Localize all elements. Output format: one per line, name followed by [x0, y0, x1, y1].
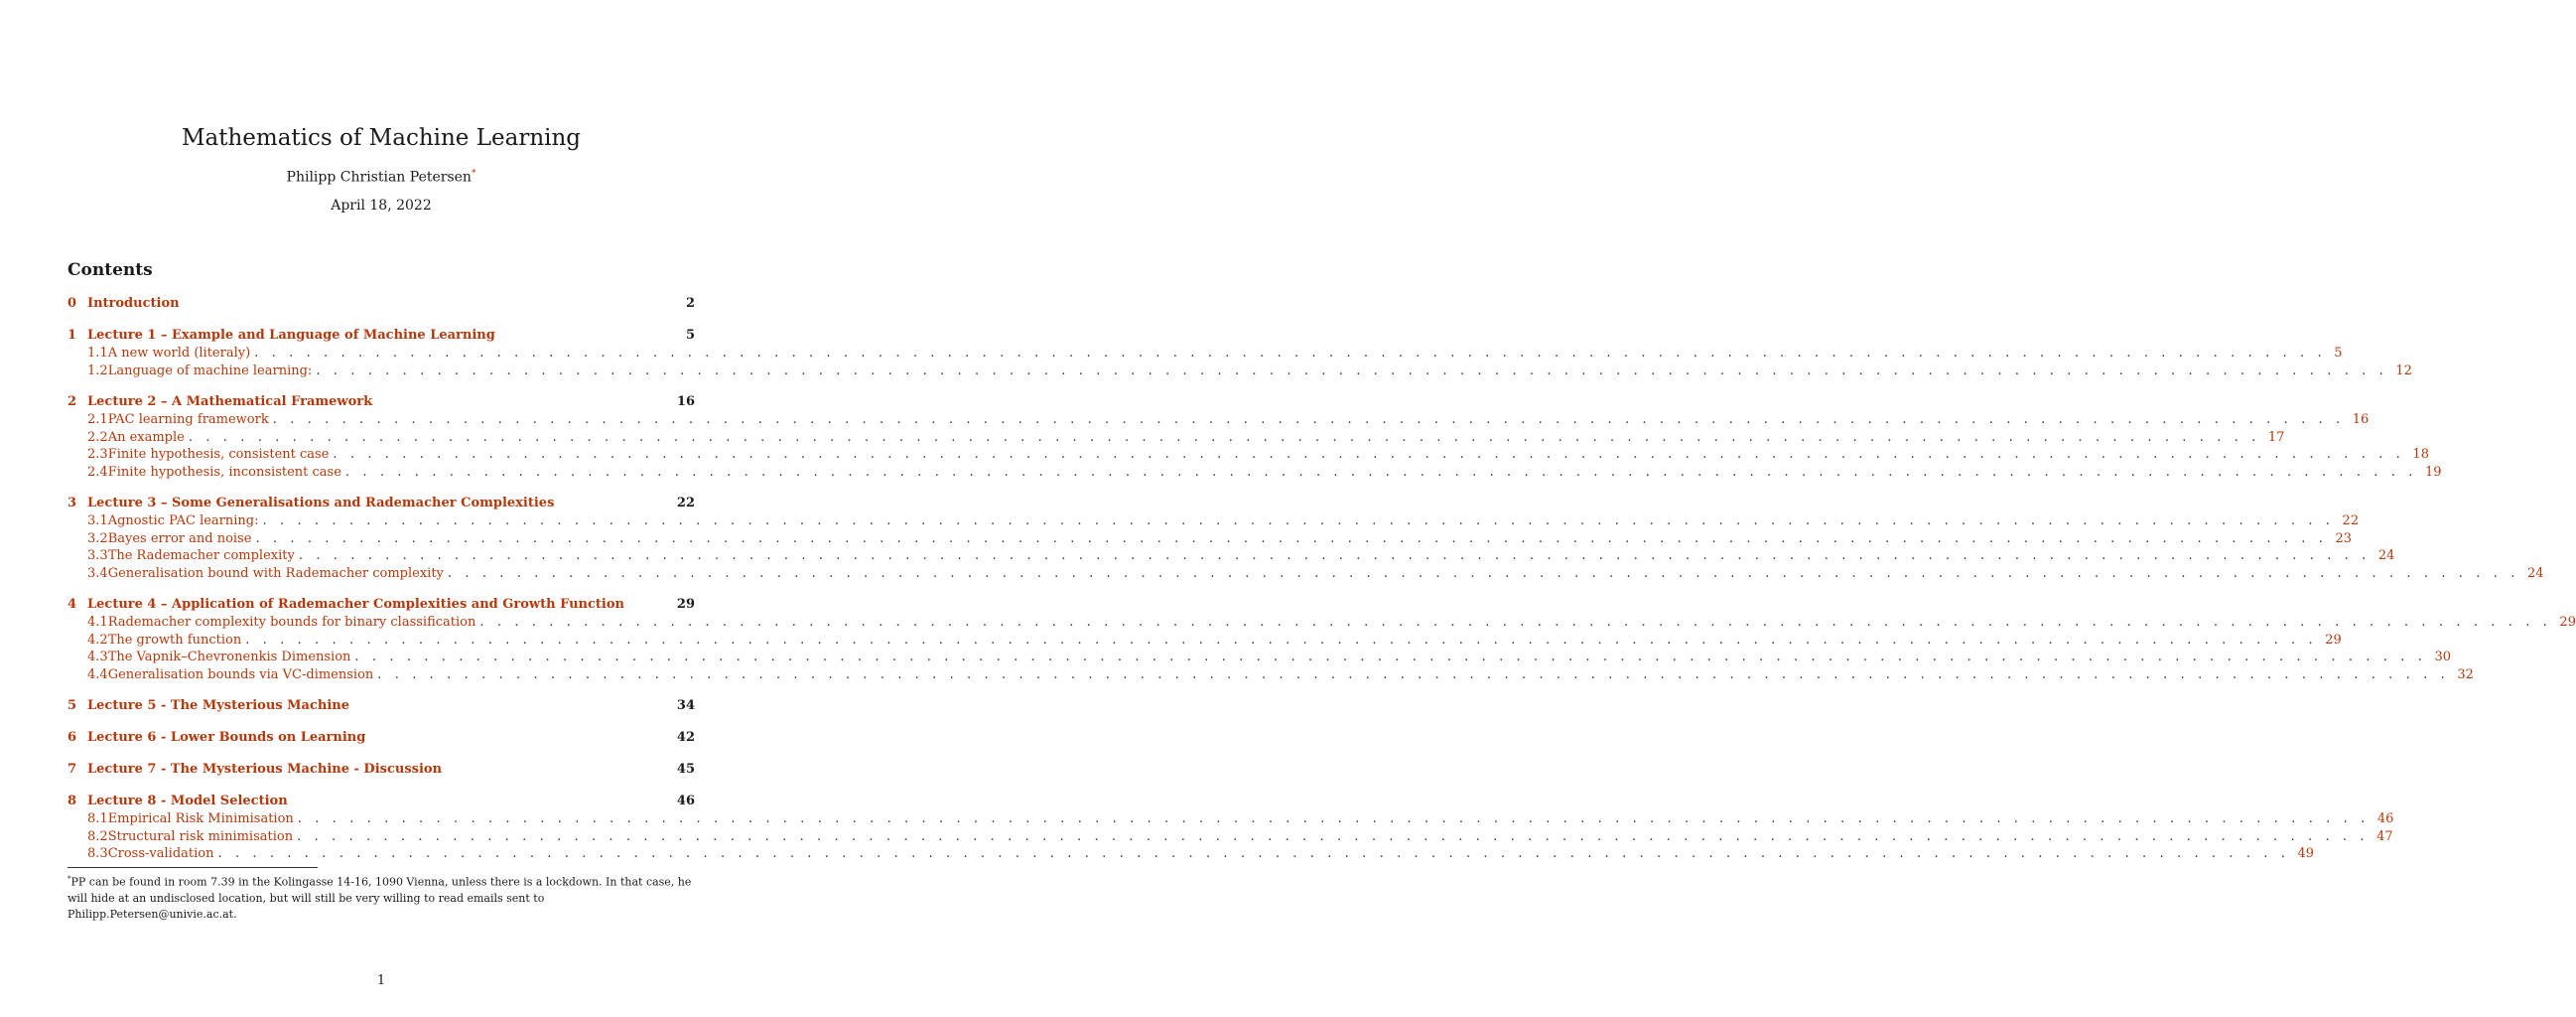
toc-subsection-link[interactable] — [68, 828, 2393, 847]
toc-subsection-link[interactable] — [68, 363, 2412, 381]
dot-leader: . . . . . . . . . . . . . . . . . . . . . . . . . . . . . . . . . . . . . . . . . . . . . . . . . . . . . . . . . . . . . . . . . . . . . . . . . . . . . . . . . . . . . . . . . . . . . . . . . . . . . . . . . . . . . . . . . . . . . . . . — [298, 548, 2371, 563]
dot-leader: . . . . . . . . . . . . . . . . . . . . . . . . . . . . . . . . . . . . . . . . . . . . . . . . . . . . . . . . . . . . . . . . . . . . . . . . . . . . . . . . . . . . . . . . . . . . . . . . . . . . . . . . . . . . . . . . . . . . . . . . — [272, 412, 2345, 427]
dot-leader: . . . . . . . . . . . . . . . . . . . . . . . . . . . . . . . . . . . . . . . . . . . . . . . . . . . . . . . . . . . . . . . . . . . . . . . . . . . . . . . . . . . . . . . . . . . . . . . . . . . . . . . . . . . . . . . . . . . . . . . . — [297, 828, 2370, 844]
toc-section-link[interactable] — [68, 597, 695, 615]
toc-subsection-number: 3.3 — [87, 548, 108, 563]
toc-section — [68, 762, 695, 780]
dot-leader: . . . . . . . . . . . . . . . . . . . . . . . . . . . . . . . . . . . . . . . . . . . . . . . . . . . . . . . . . . . . . . . . . . . . . . . . . . . . . . . . . . . . . . . . . . . . . . . . . . . . . . . . . . . . . . . . . . . . . . . . — [188, 429, 2260, 445]
toc-subsection-link[interactable] — [68, 666, 2474, 685]
toc-section-link[interactable] — [68, 496, 695, 513]
toc-subsection-number: 2.1 — [87, 412, 108, 427]
toc-section-title: Lecture 5 - The Mysterious Machine — [87, 698, 349, 713]
toc-subsection-page: 30 — [2434, 650, 2451, 664]
toc-subsection-number: 1.1 — [87, 346, 108, 361]
toc-section-title: Lecture 4 – Application of Rademacher Complexities and Growth Function — [87, 597, 624, 612]
toc-subsection-page: 22 — [2342, 513, 2360, 528]
toc-section-page: 5 — [685, 328, 695, 343]
author-line — [0, 169, 762, 186]
toc-section-number: 0 — [68, 296, 77, 311]
toc-section-number: 3 — [68, 496, 77, 510]
toc-section-link[interactable] — [68, 296, 695, 314]
toc-section-title: Lecture 3 – Some Generalisations and Rademacher Complexities — [87, 496, 555, 510]
toc-subsection-title: A new world (literaly) — [107, 346, 251, 361]
toc-subsection-page: 29 — [2325, 632, 2342, 648]
toc-section-page: 34 — [676, 698, 695, 713]
document-date: April 18, 2022 — [331, 198, 432, 214]
toc-section-number: 7 — [68, 762, 77, 777]
toc-section-title: Lecture 1 – Example and Language of Machine Learning — [87, 328, 495, 343]
toc-subsection-page: 46 — [2376, 811, 2394, 826]
dot-leader: . . . . . . . . . . . . . . . . . . . . . . . . . . . . . . . . . . . . . . . . . . . . . . . . . . . . . . . . . . . . . . . . . . . . . . . . . . . . . . . . . . . . . . . . . . . . . . . . . . . . . . . . . . . . . . . . . . . . . . . . — [245, 632, 2318, 648]
toc-subsection-page: 19 — [2424, 464, 2442, 480]
toc-subsection-link[interactable] — [68, 811, 2394, 829]
contents-heading: Contents — [68, 260, 153, 280]
dot-leader: . . . . . . . . . . . . . . . . . . . . . . . . . . . . . . . . . . . . . . . . . . . . . . . . . . . . . . . . . . . . . . . . . . . . . . . . . . . . . . . . . . . . . . . . . . . . . . . . . . . . . . . . . . . . . . . . . . . . . . . . — [354, 650, 2427, 664]
dot-leader: . . . . . . . . . . . . . . . . . . . . . . . . . . . . . . . . . . . . . . . . . . . . . . . . . . . . . . . . . . . . . . . . . . . . . . . . . . . . . . . . . . . . . . . . . . . . . . . . . . . . . . . . . . . . . . . . . . . . . . . . — [377, 666, 2450, 682]
toc-section-title: Lecture 2 – A Mathematical Framework — [87, 394, 373, 409]
toc-section-page: 22 — [676, 496, 695, 510]
table-of-contents — [68, 296, 2576, 878]
toc-section-title: Introduction — [87, 296, 180, 311]
toc-section-link[interactable] — [68, 698, 695, 716]
toc-subsection-page: 29 — [2559, 615, 2576, 630]
toc-subsection-page: 5 — [2334, 346, 2343, 361]
toc-subsection-link[interactable] — [68, 447, 2429, 465]
toc-section-number: 8 — [68, 794, 77, 808]
toc-subsection-page: 24 — [2526, 565, 2544, 581]
dot-leader: . . . . . . . . . . . . . . . . . . . . . . . . . . . . . . . . . . . . . . . . . . . . . . . . . . . . . . . . . . . . . . . . . . . . . . . . . . . . . . . . . . . . . . . . . . . . . . . . . . . . . . . . . . . . . . . . . . . . . . . . — [255, 530, 2328, 546]
toc-subsection-link[interactable] — [68, 846, 2315, 864]
toc-section — [68, 730, 695, 748]
toc-section — [68, 794, 2394, 864]
toc-section — [68, 296, 695, 314]
toc-subsection-link[interactable] — [68, 565, 2544, 584]
document-title: Mathematics of Machine Learning — [181, 125, 582, 151]
toc-subsection-number: 3.1 — [87, 513, 108, 528]
toc-section-number: 6 — [68, 730, 77, 745]
dot-leader: . . . . . . . . . . . . . . . . . . . . . . . . . . . . . . . . . . . . . . . . . . . . . . . . . . . . . . . . . . . . . . . . . . . . . . . . . . . . . . . . . . . . . . . . . . . . . . . . . . . . . . . . . . . . . . . . . . . . . . . . — [262, 513, 2335, 528]
toc-subsection-link[interactable] — [68, 513, 2360, 531]
toc-section-link[interactable] — [68, 762, 695, 780]
toc-subsection-page: 49 — [2297, 846, 2315, 861]
toc-subsection-page: 17 — [2267, 429, 2285, 445]
toc-section-number: 2 — [68, 394, 77, 409]
toc-subsection-link[interactable] — [68, 429, 2285, 448]
toc-subsection-number: 4.2 — [87, 632, 108, 648]
toc-subsection-page: 23 — [2335, 530, 2353, 546]
toc-subsection-title: Generalisation bound with Rademacher complexity — [107, 565, 444, 581]
toc-section-number: 1 — [68, 328, 77, 343]
toc-subsection-number: 4.1 — [87, 615, 108, 630]
dot-leader: . . . . . . . . . . . . . . . . . . . . . . . . . . . . . . . . . . . . . . . . . . . . . . . . . . . . . . . . . . . . . . . . . . . . . . . . . . . . . . . . . . . . . . . . . . . . . . . . . . . . . . . . . . . . . . . . . . . . . . . . — [447, 565, 2519, 581]
dot-leader: . . . . . . . . . . . . . . . . . . . . . . . . . . . . . . . . . . . . . . . . . . . . . . . . . . . . . . . . . . . . . . . . . . . . . . . . . . . . . . . . . . . . . . . . . . . . . . . . . . . . . . . . . . . . . . . . . . . . . . . . — [479, 615, 2552, 630]
toc-subsection-title: Cross-validation — [107, 846, 214, 861]
toc-section — [68, 698, 695, 716]
footnote-text: PP can be found in room 7.39 in the Kolingasse 14-16, 1090 Vienna, unless there is a lockdown. In that case, he will hide at an undisclosed location, but will still be very willing to read emails sent to Philipp.Petersen@univie.ac.at. — [68, 875, 692, 921]
toc-subsection-title: Empirical Risk Minimisation — [107, 811, 294, 826]
toc-subsection-number: 3.4 — [87, 565, 108, 581]
dot-leader: . . . . . . . . . . . . . . . . . . . . . . . . . . . . . . . . . . . . . . . . . . . . . . . . . . . . . . . . . . . . . . . . . . . . . . . . . . . . . . . . . . . . . . . . . . . . . . . . . . . . . . . . . . . . . . . . . . . . . . . . — [344, 464, 2417, 480]
toc-subsection-number: 8.1 — [87, 811, 108, 826]
toc-subsection-number: 1.2 — [87, 363, 108, 378]
toc-subsection-number: 2.4 — [87, 464, 108, 480]
toc-subsection-title: The growth function — [107, 632, 242, 648]
toc-subsection-page: 18 — [2412, 447, 2429, 462]
toc-subsection-link[interactable] — [68, 632, 2342, 651]
toc-subsection-title: Generalisation bounds via VC-dimension — [107, 666, 374, 682]
toc-subsection-page: 24 — [2377, 548, 2395, 563]
toc-subsection-link[interactable] — [68, 530, 2353, 549]
toc-subsection-number: 8.2 — [87, 828, 108, 844]
author-footnote-mark[interactable]: * — [471, 169, 476, 179]
toc-subsection-page: 12 — [2395, 363, 2412, 378]
footnote — [68, 871, 699, 923]
toc-subsection-title: Bayes error and noise — [107, 530, 252, 546]
page-number: 1 — [376, 973, 386, 988]
toc-section-title: Lecture 8 - Model Selection — [87, 794, 288, 808]
toc-subsection-page: 16 — [2352, 412, 2370, 427]
toc-subsection-number: 8.3 — [87, 846, 108, 861]
toc-subsection-number: 2.2 — [87, 429, 108, 445]
dot-leader: . . . . . . . . . . . . . . . . . . . . . . . . . . . . . . . . . . . . . . . . . . . . . . . . . . . . . . . . . . . . . . . . . . . . . . . . . . . . . . . . . . . . . . . . . . . . . . . . . . . . . . . . . . . . . . . . . . . . . . . . — [217, 846, 2290, 861]
toc-section-link[interactable] — [68, 394, 695, 412]
toc-subsection-link[interactable] — [68, 464, 2442, 483]
toc-subsection-page: 47 — [2376, 828, 2393, 844]
toc-subsection-link[interactable] — [68, 346, 2343, 363]
dot-leader: . . . . . . . . . . . . . . . . . . . . . . . . . . . . . . . . . . . . . . . . . . . . . . . . . . . . . . . . . . . . . . . . . . . . . . . . . . . . . . . . . . . . . . . . . . . . . . . . . . . . . . . . . . . . . . . . . . . . . . . . — [316, 363, 2388, 378]
toc-subsection-link[interactable] — [68, 412, 2370, 430]
toc-subsection-title: Rademacher complexity bounds for binary classification — [107, 615, 476, 630]
toc-subsection-title: Finite hypothesis, inconsistent case — [107, 464, 341, 480]
footnote-rule — [68, 867, 318, 868]
toc-subsection-title: Agnostic PAC learning: — [107, 513, 259, 528]
toc-subsection-number: 4.3 — [87, 650, 108, 664]
dot-leader: . . . . . . . . . . . . . . . . . . . . . . . . . . . . . . . . . . . . . . . . . . . . . . . . . . . . . . . . . . . . . . . . . . . . . . . . . . . . . . . . . . . . . . . . . . . . . . . . . . . . . . . . . . . . . . . . . . . . . . . . — [333, 447, 2405, 462]
toc-subsection-title: Language of machine learning: — [107, 363, 313, 378]
dot-leader: . . . . . . . . . . . . . . . . . . . . . . . . . . . . . . . . . . . . . . . . . . . . . . . . . . . . . . . . . . . . . . . . . . . . . . . . . . . . . . . . . . . . . . . . . . . . . . . . . . . . . . . . . . . . . . . . . . . . . . . . — [297, 811, 2370, 826]
toc-subsection-title: The Vapnik–Chevronenkis Dimension — [107, 650, 351, 664]
toc-section-number: 5 — [68, 698, 77, 713]
toc-section-page: 29 — [676, 597, 695, 612]
toc-subsection-title: An example — [107, 429, 185, 445]
toc-section — [68, 496, 2544, 583]
toc-section-link[interactable] — [68, 730, 695, 748]
toc-section-page: 16 — [676, 394, 695, 409]
toc-subsection-number: 4.4 — [87, 666, 108, 682]
toc-section-link[interactable] — [68, 328, 695, 346]
toc-subsection-title: Structural risk minimisation — [107, 828, 294, 844]
footnote-mark: * — [68, 875, 71, 883]
author-name: Philipp Christian Petersen — [286, 169, 472, 186]
toc-subsection-link[interactable] — [68, 615, 2576, 633]
toc-section-number: 4 — [68, 597, 77, 612]
toc-subsection-title: Finite hypothesis, consistent case — [107, 447, 330, 462]
toc-section-page: 45 — [676, 762, 695, 777]
toc-section-title: Lecture 6 - Lower Bounds on Learning — [87, 730, 366, 745]
toc-subsection-number: 3.2 — [87, 530, 108, 546]
toc-subsection-page: 32 — [2457, 666, 2474, 682]
toc-section-page: 42 — [676, 730, 695, 745]
toc-section-link[interactable] — [68, 794, 695, 811]
toc-subsection-link[interactable] — [68, 650, 2451, 667]
toc-subsection-link[interactable] — [68, 548, 2395, 566]
toc-section — [68, 328, 2412, 380]
toc-section — [68, 394, 2442, 482]
toc-section — [68, 597, 2576, 684]
toc-section-title: Lecture 7 - The Mysterious Machine - Discussion — [87, 762, 443, 777]
dot-leader: . . . . . . . . . . . . . . . . . . . . . . . . . . . . . . . . . . . . . . . . . . . . . . . . . . . . . . . . . . . . . . . . . . . . . . . . . . . . . . . . . . . . . . . . . . . . . . . . . . . . . . . . . . . . . . . . . . . . . . . . — [254, 346, 2327, 361]
toc-section-page: 46 — [676, 794, 695, 808]
toc-subsection-title: The Rademacher complexity — [107, 548, 295, 563]
toc-subsection-title: PAC learning framework — [107, 412, 269, 427]
toc-subsection-number: 2.3 — [87, 447, 108, 462]
toc-section-page: 2 — [685, 296, 695, 311]
